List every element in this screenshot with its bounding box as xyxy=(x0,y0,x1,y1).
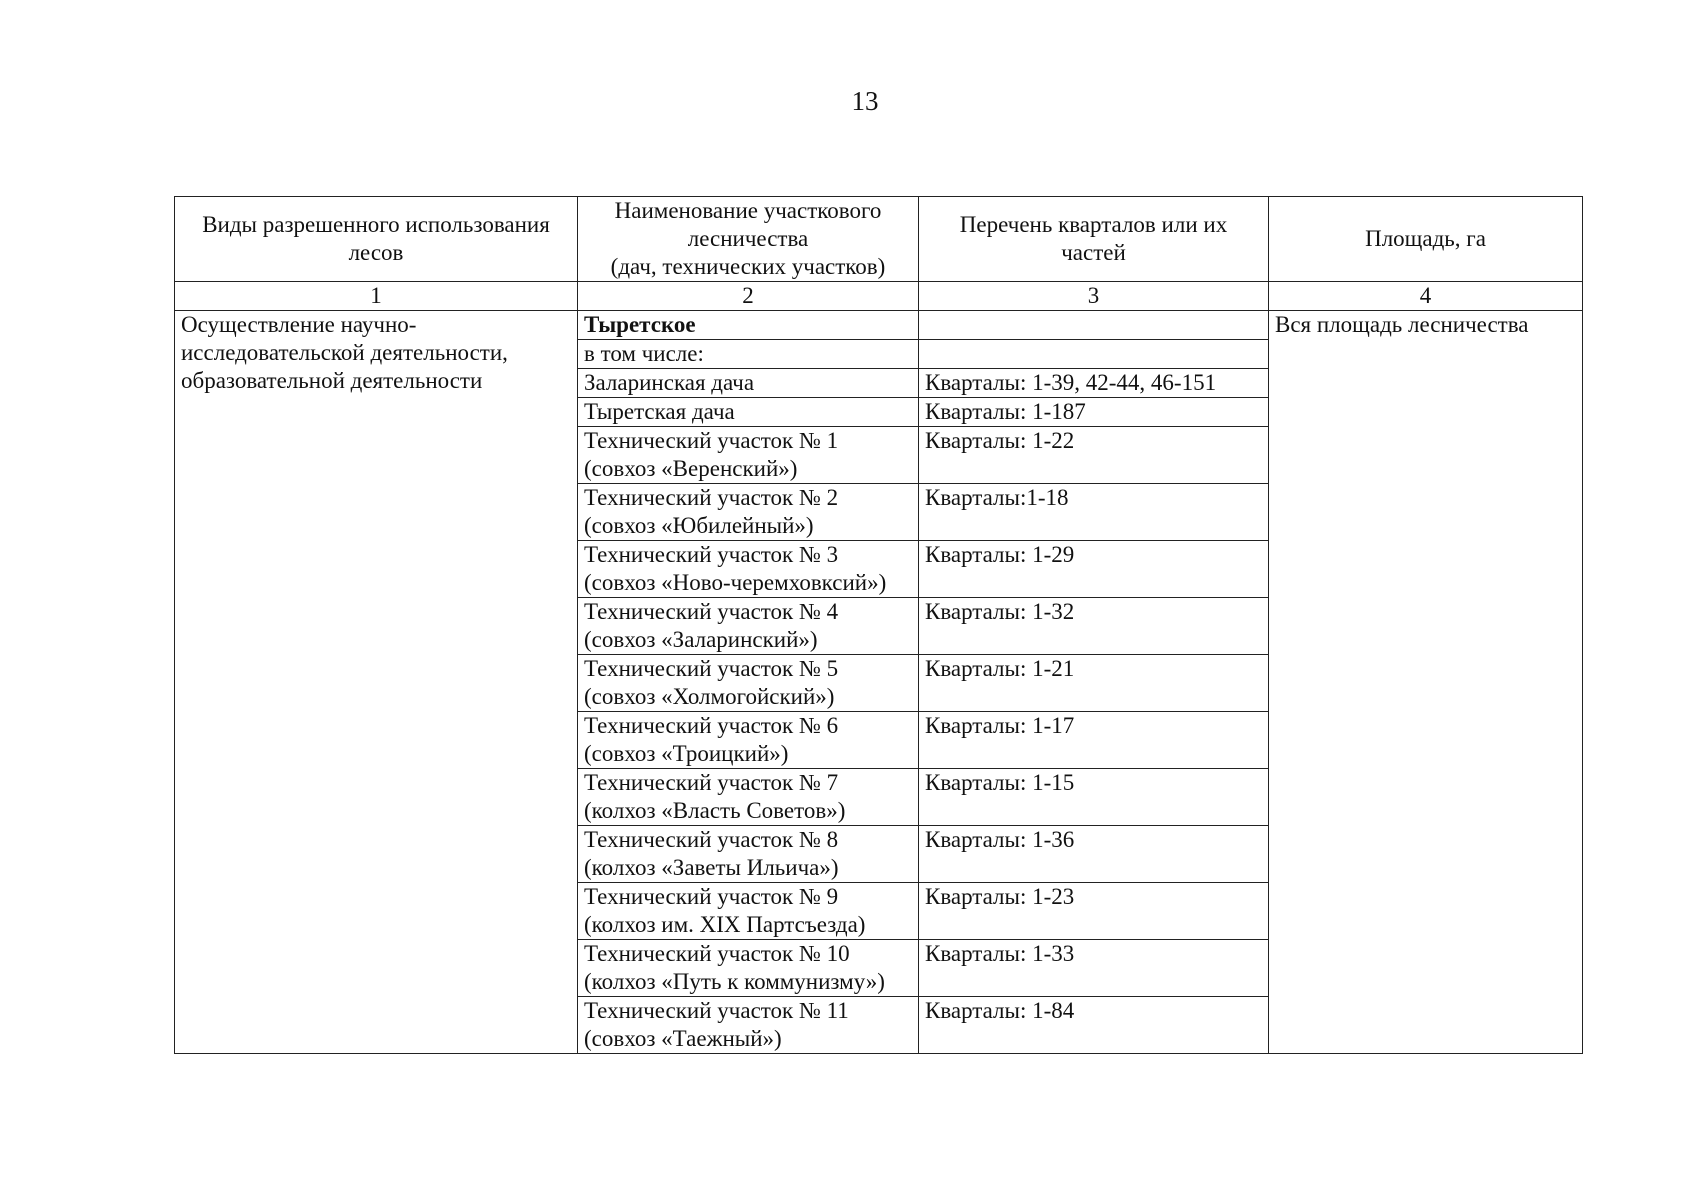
quarters-cell: Кварталы: 1-22 xyxy=(919,427,1269,484)
forestry-name-cell xyxy=(578,598,919,655)
usage-type-line: исследовательской деятельности, xyxy=(181,340,508,365)
forestry-name: Технический участок № 1 xyxy=(584,428,839,453)
quarters-cell: Кварталы: 1-84 xyxy=(919,997,1269,1054)
usage-type-cell xyxy=(175,311,578,1054)
quarters-cell: Кварталы: 1-17 xyxy=(919,712,1269,769)
forestry-name-cell xyxy=(578,940,919,997)
farm-name: (колхоз «Путь к коммунизму») xyxy=(584,969,885,994)
farm-name: (колхоз им. XIX Партсъезда) xyxy=(584,912,866,937)
forestry-name: Технический участок № 9 xyxy=(584,884,839,909)
forestry-name: Тыретская дача xyxy=(584,399,735,424)
forestry-name-cell xyxy=(578,398,919,427)
header-quarters xyxy=(919,197,1269,282)
quarters-cell: Кварталы: 1-23 xyxy=(919,883,1269,940)
forestry-name: Технический участок № 3 xyxy=(584,542,839,567)
farm-name: (совхоз «Веренский») xyxy=(584,456,798,481)
usage-type-line: образовательной деятельности xyxy=(181,368,483,393)
table-header-row xyxy=(175,197,1583,282)
table-row xyxy=(175,311,1583,340)
quarters-cell xyxy=(919,340,1269,369)
header-area xyxy=(1269,197,1583,282)
quarters-cell: Кварталы: 1-21 xyxy=(919,655,1269,712)
header-usage-type xyxy=(175,197,578,282)
header-line: Площадь, га xyxy=(1365,226,1486,251)
header-line: Наименование участкового xyxy=(614,198,882,223)
forestry-name-cell xyxy=(578,826,919,883)
forestry-name: Технический участок № 2 xyxy=(584,485,839,510)
column-number: 2 xyxy=(578,282,919,311)
quarters-cell: Кварталы: 1-187 xyxy=(919,398,1269,427)
page-number: 13 xyxy=(851,86,879,116)
forestry-name-cell xyxy=(578,427,919,484)
forestry-name: Технический участок № 10 xyxy=(584,941,850,966)
forestry-name-cell xyxy=(578,769,919,826)
quarters-cell: Кварталы: 1-32 xyxy=(919,598,1269,655)
forestry-name-cell xyxy=(578,369,919,398)
header-line: лесов xyxy=(348,240,404,265)
forestry-name: Технический участок № 5 xyxy=(584,656,839,681)
forestry-name-cell xyxy=(578,997,919,1054)
forestry-name-cell xyxy=(578,655,919,712)
farm-name: (колхоз «Власть Советов») xyxy=(584,798,846,823)
column-number: 1 xyxy=(175,282,578,311)
quarters-cell: Кварталы: 1-39, 42-44, 46-151 xyxy=(919,369,1269,398)
forestry-name-cell xyxy=(578,883,919,940)
farm-name: (колхоз «Заветы Ильича») xyxy=(584,855,839,880)
farm-name: (совхоз «Троицкий») xyxy=(584,741,789,766)
header-forestry-name xyxy=(578,197,919,282)
forestry-name: Технический участок № 11 xyxy=(584,998,849,1023)
farm-name: (совхоз «Холмогойский») xyxy=(584,684,835,709)
forestry-name-cell xyxy=(578,712,919,769)
quarters-cell: Кварталы: 1-29 xyxy=(919,541,1269,598)
forestry-name-cell xyxy=(578,311,919,340)
forest-usage-table xyxy=(174,196,1583,1054)
header-line: (дач, технических участков) xyxy=(610,254,886,279)
header-line: Виды разрешенного использования xyxy=(202,212,550,237)
forestry-name: в том числе: xyxy=(584,341,704,366)
forestry-name: Технический участок № 4 xyxy=(584,599,839,624)
forestry-name: Технический участок № 8 xyxy=(584,827,839,852)
usage-type-line: Осуществление научно- xyxy=(181,312,417,337)
farm-name: (совхоз «Заларинский») xyxy=(584,627,818,652)
quarters-cell: Кварталы: 1-33 xyxy=(919,940,1269,997)
column-number-row xyxy=(175,282,1583,311)
header-line: Перечень кварталов или их xyxy=(959,212,1228,237)
forestry-name-cell xyxy=(578,541,919,598)
area-cell: Вся площадь лесничества xyxy=(1269,311,1583,1054)
quarters-cell xyxy=(919,311,1269,340)
forestry-name: Технический участок № 6 xyxy=(584,713,839,738)
column-number: 4 xyxy=(1269,282,1583,311)
forestry-name: Технический участок № 7 xyxy=(584,770,839,795)
quarters-cell: Кварталы: 1-36 xyxy=(919,826,1269,883)
forestry-name: Заларинская дача xyxy=(584,370,755,395)
header-line: частей xyxy=(1061,240,1126,265)
forestry-name: Тыретское xyxy=(584,312,696,337)
forestry-name-cell xyxy=(578,340,919,369)
farm-name: (совхоз «Юбилейный») xyxy=(584,513,814,538)
farm-name: (совхоз «Ново-черемховксий») xyxy=(584,570,887,595)
forestry-name-cell xyxy=(578,484,919,541)
header-line: лесничества xyxy=(687,226,809,251)
column-number: 3 xyxy=(919,282,1269,311)
quarters-cell: Кварталы:1-18 xyxy=(919,484,1269,541)
quarters-cell: Кварталы: 1-15 xyxy=(919,769,1269,826)
farm-name: (совхоз «Таежный») xyxy=(584,1026,782,1051)
